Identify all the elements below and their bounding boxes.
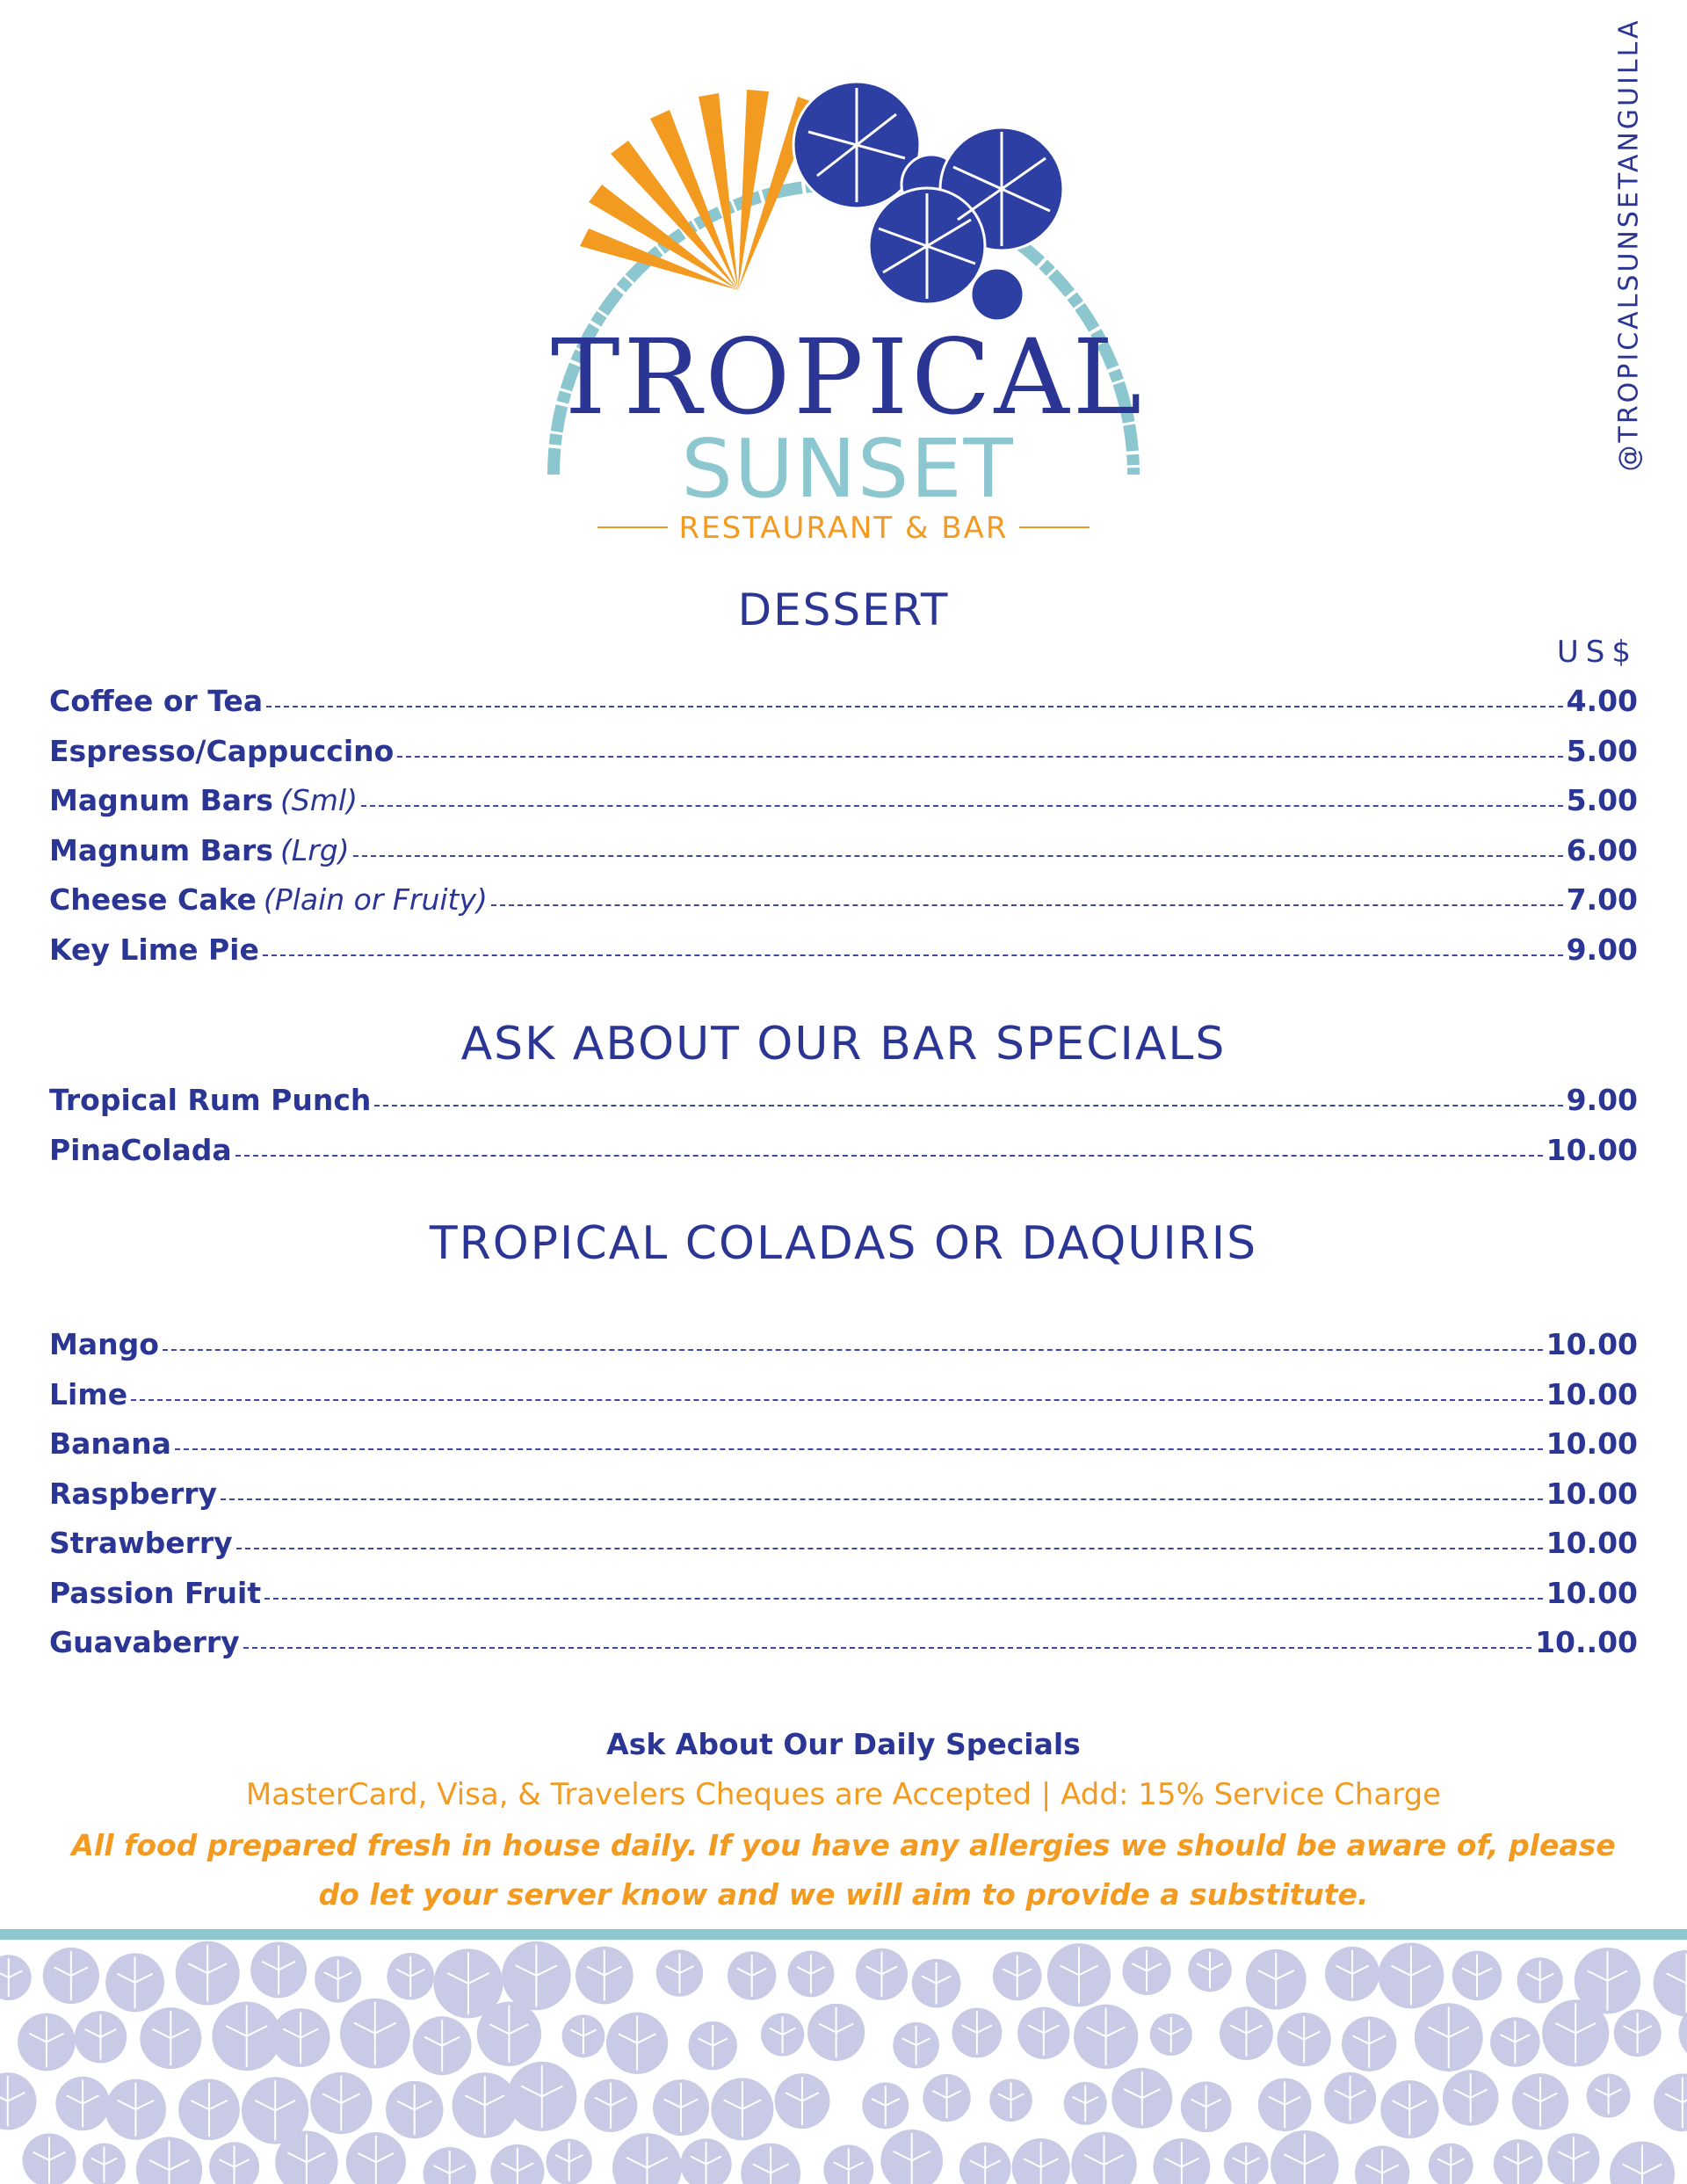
dot-leader: [175, 1448, 1543, 1450]
section-title-dessert: DESSERT: [737, 584, 950, 635]
item-note: (Sml): [279, 783, 358, 817]
menu-item: [49, 1083, 1638, 1133]
item-price: 5.00: [1566, 783, 1638, 817]
item-price: 9.00: [1566, 1083, 1638, 1117]
item-price: 10.00: [1546, 1426, 1638, 1461]
item-name: Magnum Bars: [49, 783, 273, 817]
menu-item: [49, 1576, 1638, 1626]
menu-item: [49, 1426, 1638, 1477]
coladas-list: [49, 1327, 1638, 1675]
logo-subtitle: SUNSET: [681, 422, 1015, 516]
item-name: PinaColada: [49, 1132, 232, 1167]
dot-leader: [361, 805, 1563, 807]
sea-grape-leaf-pattern-icon: [0, 1941, 1687, 2184]
item-note: (Lrg): [279, 832, 350, 867]
item-name: Tropical Rum Punch: [49, 1083, 372, 1117]
item-name: Raspberry: [49, 1476, 218, 1511]
dessert-list: [49, 684, 1638, 982]
allergy-note-line-2: do let your server know and we will aim to provide a substitute.: [318, 1877, 1369, 1912]
item-price: 10..00: [1535, 1625, 1638, 1659]
menu-item: [49, 684, 1638, 734]
allergy-note-line-1: All food prepared fresh in house daily. If you have any allergies we should be aware of, please: [71, 1828, 1616, 1862]
item-name: Magnum Bars: [49, 832, 273, 867]
dot-leader: [236, 1548, 1543, 1549]
item-price: 9.00: [1566, 932, 1638, 967]
item-name: Banana: [49, 1426, 171, 1461]
item-price: 10.00: [1546, 1376, 1638, 1411]
menu-item: [49, 1625, 1638, 1675]
dot-leader: [264, 1598, 1543, 1600]
item-price: 10.00: [1546, 1575, 1638, 1610]
dot-leader: [266, 706, 1562, 707]
dot-leader: [131, 1399, 1543, 1401]
item-price: 4.00: [1566, 684, 1638, 718]
item-price: 5.00: [1566, 733, 1638, 768]
menu-item: [49, 783, 1638, 833]
item-price: 10.00: [1546, 1132, 1638, 1167]
item-name: Cheese Cake: [49, 882, 257, 917]
logo-title: TROPICAL: [550, 316, 1146, 438]
item-price: 6.00: [1566, 832, 1638, 867]
menu-item: [49, 882, 1638, 932]
restaurant-logo: [518, 70, 1169, 562]
section-title-coladas: TROPICAL COLADAS OR DAQUIRIS: [429, 1217, 1258, 1270]
item-name: Strawberry: [49, 1526, 233, 1560]
leaf-pattern-background: [0, 1929, 1687, 2184]
dot-leader: [491, 904, 1563, 906]
section-title-bar-specials: ASK ABOUT OUR BAR SPECIALS: [460, 1018, 1227, 1070]
leaf-icon: [0, 2072, 36, 2130]
payment-note: MasterCard, Visa, & Travelers Cheques are Accepted | Add: 15% Service Charge: [245, 1777, 1442, 1812]
social-handle-text: @TROPICALSUNSETANGUILLA: [1613, 18, 1645, 471]
leaf-icon: [0, 1955, 32, 2000]
item-price: 10.00: [1546, 1476, 1638, 1511]
item-name: Coffee or Tea: [49, 684, 264, 718]
item-price: 7.00: [1566, 882, 1638, 917]
item-name: Key Lime Pie: [49, 932, 259, 967]
item-note: (Plain or Fruity): [263, 882, 488, 917]
dot-leader: [243, 1647, 1531, 1649]
menu-item: [49, 932, 1638, 983]
item-name: Passion Fruit: [49, 1575, 262, 1610]
item-price: 10.00: [1546, 1526, 1638, 1560]
logo-tagline: RESTAURANT & BAR: [678, 511, 1009, 546]
menu-item: [49, 1377, 1638, 1427]
dot-leader: [353, 855, 1563, 857]
leaf-icon: [1654, 1950, 1687, 2017]
dot-leader: [221, 1498, 1543, 1500]
menu-item: [49, 734, 1638, 784]
menu-item: [49, 1526, 1638, 1576]
social-handle: [1601, 18, 1657, 471]
dot-leader: [235, 1155, 1543, 1157]
sea-grape-leaves-icon: [793, 82, 1063, 321]
menu-item: [49, 1477, 1638, 1527]
item-price: 10.00: [1546, 1327, 1638, 1361]
item-name: Mango: [49, 1327, 159, 1361]
menu-item: [49, 1327, 1638, 1377]
currency-label: US$: [1556, 635, 1638, 670]
dot-leader: [263, 954, 1563, 956]
menu-item: [49, 1133, 1638, 1183]
item-name: Espresso/Cappuccino: [49, 733, 395, 768]
menu-item: [49, 833, 1638, 883]
bar-specials-list: [49, 1083, 1638, 1182]
teal-border-strip: [0, 1929, 1687, 1940]
dot-leader: [374, 1105, 1562, 1107]
item-name: Guavaberry: [49, 1625, 240, 1659]
dot-leader: [163, 1349, 1543, 1351]
dot-leader: [397, 756, 1562, 758]
daily-specials-note: Ask About Our Daily Specials: [606, 1727, 1081, 1761]
item-name: Lime: [49, 1376, 128, 1411]
